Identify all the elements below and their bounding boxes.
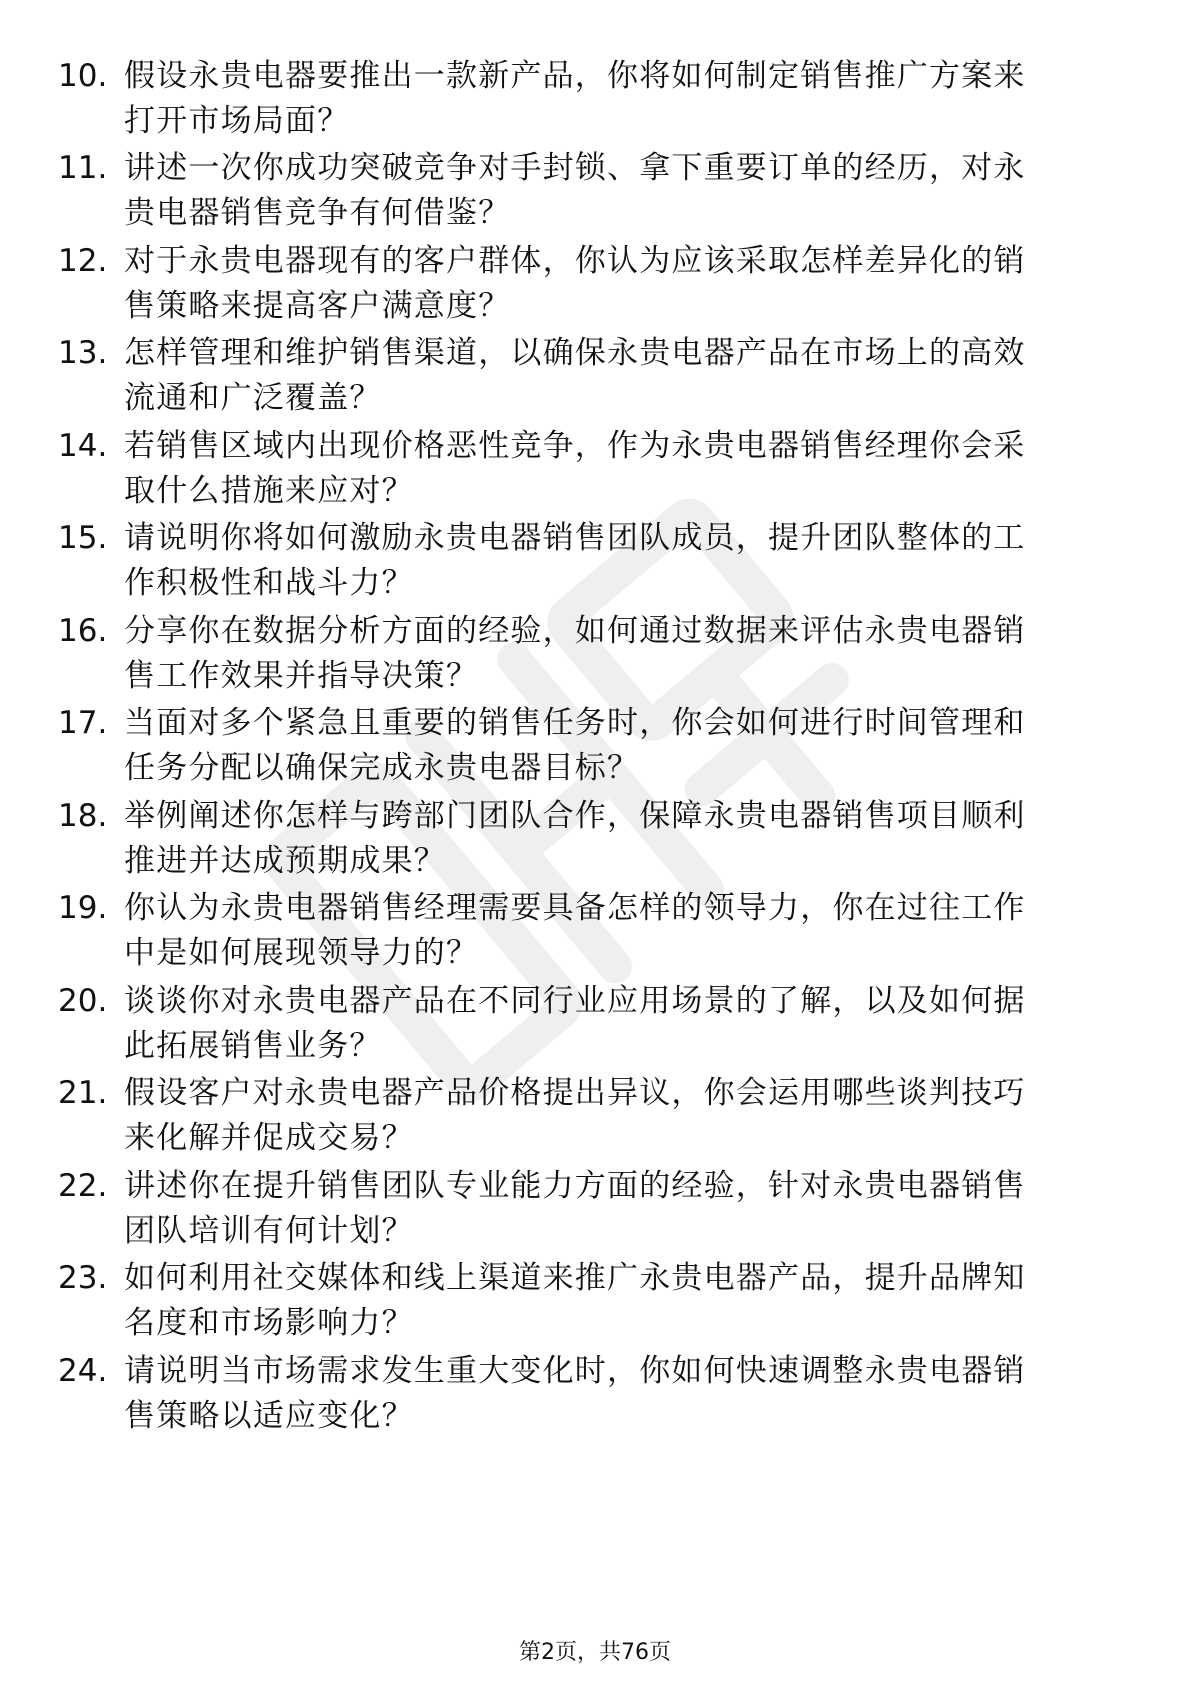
question-item <box>58 1349 1108 1439</box>
question-text <box>124 516 1108 606</box>
question-text <box>124 979 1108 1069</box>
question-text <box>124 1071 1108 1161</box>
question-text-line: 讲述你在提升销售团队专业能力方面的经验，针对永贵电器销售 <box>124 1168 1026 1204</box>
question-text-line: 谈谈你对永贵电器产品在不同行业应用场景的了解，以及如何据 <box>124 983 1026 1019</box>
question-item <box>58 54 1108 144</box>
question-item <box>58 239 1108 329</box>
question-text-line: 分享你在数据分析方面的经验，如何通过数据来评估永贵电器销 <box>124 613 1026 649</box>
question-item <box>58 146 1108 236</box>
question-text-line: 打开市场局面？ <box>124 103 350 139</box>
question-text-line: 团队培训有何计划？ <box>124 1213 414 1249</box>
question-text <box>124 1164 1108 1254</box>
question-number: 20. <box>58 983 108 1019</box>
question-text-line: 售策略以适应变化？ <box>124 1398 414 1434</box>
question-item <box>58 609 1108 699</box>
question-text-line: 对于永贵电器现有的客户群体，你认为应该采取怎样差异化的销 <box>124 243 1026 279</box>
question-item <box>58 424 1108 514</box>
question-number: 24. <box>58 1353 108 1389</box>
question-text-line: 作积极性和战斗力？ <box>124 565 414 601</box>
question-text-line: 请说明你将如何激励永贵电器销售团队成员，提升团队整体的工 <box>124 520 1026 556</box>
question-text-line: 举例阐述你怎样与跨部门团队合作，保障永贵电器销售项目顺利 <box>124 798 1026 834</box>
question-text-line: 流通和广泛覆盖？ <box>124 380 382 416</box>
question-text-line: 怎样管理和维护销售渠道，以确保永贵电器产品在市场上的高效 <box>124 335 1026 371</box>
question-text-line: 名度和市场影响力？ <box>124 1305 414 1341</box>
question-number: 14. <box>58 428 108 464</box>
question-text-line: 中是如何展现领导力的？ <box>124 935 479 971</box>
question-number: 10. <box>58 58 108 94</box>
question-item <box>58 794 1108 884</box>
question-item <box>58 1164 1108 1254</box>
question-text-line: 假设永贵电器要推出一款新产品，你将如何制定销售推广方案来 <box>124 58 1026 94</box>
question-text-line: 推进并达成预期成果？ <box>124 843 446 879</box>
question-text <box>124 239 1108 329</box>
question-text <box>124 54 1108 144</box>
question-number: 19. <box>58 890 108 926</box>
question-text-line: 当面对多个紧急且重要的销售任务时，你会如何进行时间管理和 <box>124 705 1026 741</box>
question-text-line: 取什么措施来应对？ <box>124 473 414 509</box>
question-item <box>58 979 1108 1069</box>
question-text-line: 请说明当市场需求发生重大变化时，你如何快速调整永贵电器销 <box>124 1353 1026 1389</box>
question-text <box>124 424 1108 514</box>
question-text <box>124 794 1108 884</box>
question-item <box>58 516 1108 606</box>
question-item <box>58 1071 1108 1161</box>
question-text-line: 若销售区域内出现价格恶性竞争，作为永贵电器销售经理你会采 <box>124 428 1026 464</box>
question-text-line: 此拓展销售业务？ <box>124 1028 382 1064</box>
question-item <box>58 331 1108 421</box>
question-text-line: 贵电器销售竞争有何借鉴？ <box>124 195 511 231</box>
question-number: 12. <box>58 243 108 279</box>
question-text-line: 讲述一次你成功突破竞争对手封锁、拿下重要订单的经历，对永 <box>124 150 1026 186</box>
question-text <box>124 701 1108 791</box>
question-number: 11. <box>58 150 108 186</box>
question-text <box>124 146 1108 236</box>
question-item <box>58 886 1108 976</box>
question-number: 21. <box>58 1075 108 1111</box>
question-number: 15. <box>58 520 108 556</box>
question-text <box>124 331 1108 421</box>
question-number: 23. <box>58 1260 108 1296</box>
question-text-line: 任务分配以确保完成永贵电器目标？ <box>124 750 640 786</box>
question-number: 17. <box>58 705 108 741</box>
question-text <box>124 1349 1108 1439</box>
question-text-line: 来化解并促成交易？ <box>124 1120 414 1156</box>
question-number: 22. <box>58 1168 108 1204</box>
question-text <box>124 1256 1108 1346</box>
question-text-line: 如何利用社交媒体和线上渠道来推广永贵电器产品，提升品牌知 <box>124 1260 1026 1296</box>
question-text-line: 你认为永贵电器销售经理需要具备怎样的领导力，你在过往工作 <box>124 890 1026 926</box>
question-number: 13. <box>58 335 108 371</box>
question-item <box>58 701 1108 791</box>
question-text <box>124 609 1108 699</box>
question-number: 18. <box>58 798 108 834</box>
question-text-line: 售工作效果并指导决策？ <box>124 658 479 694</box>
question-number: 16. <box>58 613 108 649</box>
question-item <box>58 1256 1108 1346</box>
question-text-line: 假设客户对永贵电器产品价格提出异议，你会运用哪些谈判技巧 <box>124 1075 1026 1111</box>
question-text <box>124 886 1108 976</box>
page-footer: 第2页，共76页 <box>519 1640 671 1665</box>
question-text-line: 售策略来提高客户满意度？ <box>124 288 511 324</box>
